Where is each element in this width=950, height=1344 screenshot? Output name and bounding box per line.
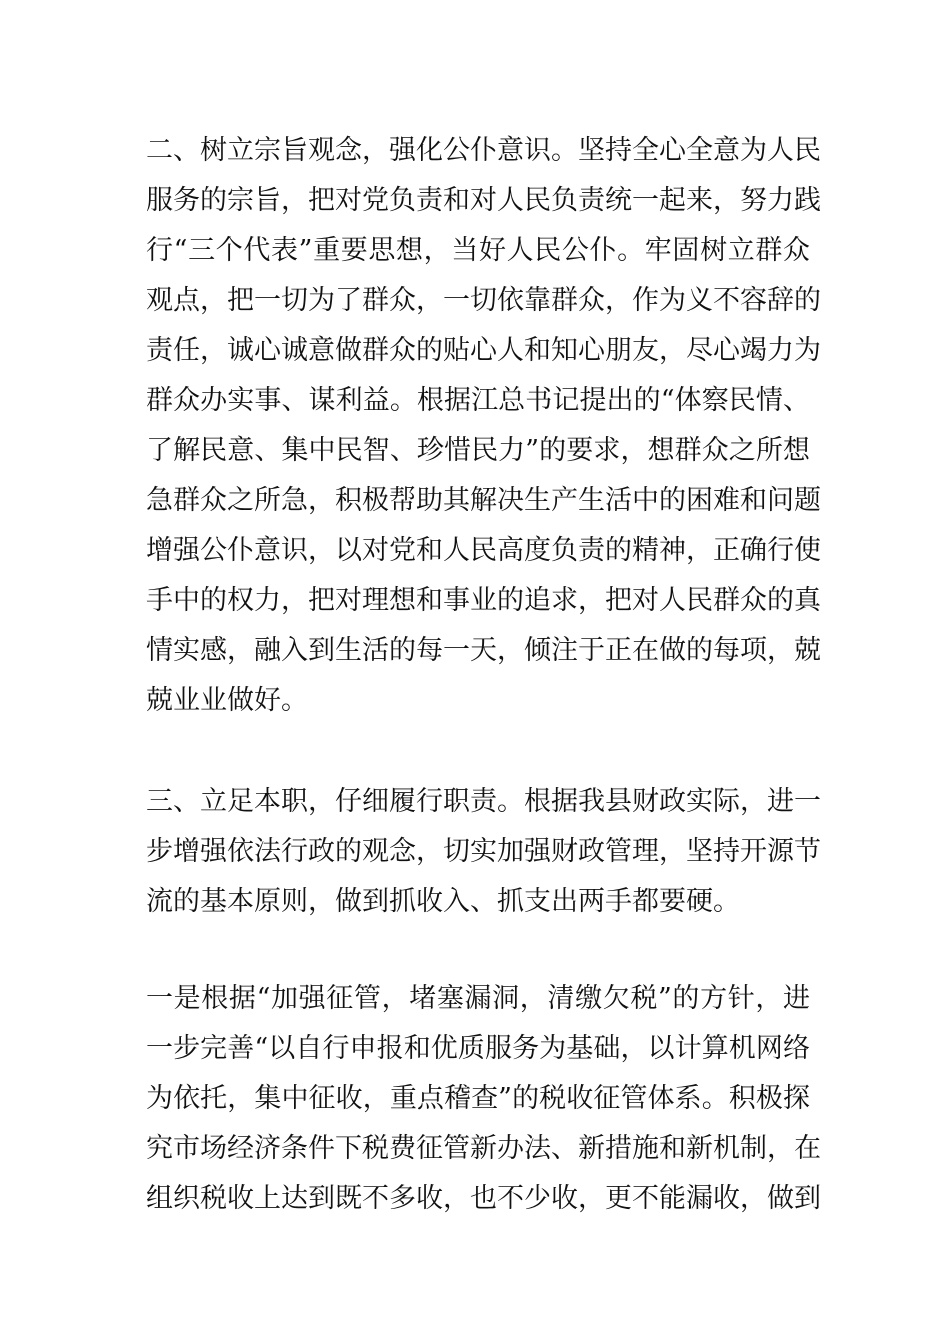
paragraph-line: 兢业业做好。 [146, 685, 308, 716]
paragraph-3 [146, 974, 821, 1224]
paragraph-1 [146, 126, 821, 726]
paragraph-line: 为依托，集中征收，重点稽查”的税收征管体系。积极探 [146, 1083, 810, 1114]
paragraph-line: 行“三个代表”重要思想，当好人民公仆。牢固树立群众 [146, 235, 810, 266]
paragraph-line: 三、立足本职，仔细履行职责。根据我县财政实际，进一 [146, 786, 821, 817]
paragraph-line: 群众办实事、谋利益。根据江总书记提出的“体察民情、 [146, 385, 810, 416]
paragraph-line: 急群众之所急，积极帮助其解决生产生活中的困难和问题 [146, 485, 821, 516]
paragraph-2 [146, 777, 821, 927]
paragraph-line: 手中的权力，把对理想和事业的追求，把对人民群众的真 [146, 585, 821, 616]
paragraph-line: 流的基本原则，做到抓收入、抓支出两手都要硬。 [146, 886, 740, 917]
paragraph-line: 组织税收上达到既不多收，也不少收，更不能漏收，做到 [146, 1183, 821, 1214]
paragraph-line: 二、树立宗旨观念，强化公仆意识。坚持全心全意为人民 [146, 135, 821, 166]
paragraph-line: 增强公仆意识，以对党和人民高度负责的精神，正确行使 [146, 535, 821, 566]
paragraph-line: 服务的宗旨，把对党负责和对人民负责统一起来，努力践 [146, 185, 821, 216]
paragraph-line: 观点，把一切为了群众，一切依靠群众，作为义不容辞的 [146, 285, 821, 316]
paragraph-line: 了解民意、集中民智、珍惜民力”的要求，想群众之所想 [146, 435, 810, 466]
paragraph-line: 责任，诚心诚意做群众的贴心人和知心朋友，尽心竭力为 [146, 335, 821, 366]
paragraph-line: 情实感，融入到生活的每一天，倾注于正在做的每项，兢 [146, 635, 821, 666]
paragraph-line: 一是根据“加强征管，堵塞漏洞，清缴欠税”的方针，进 [146, 983, 810, 1014]
paragraph-line: 一步完善“以自行申报和优质服务为基础，以计算机网络 [146, 1033, 810, 1064]
paragraph-line: 步增强依法行政的观念，切实加强财政管理，坚持开源节 [146, 836, 821, 867]
paragraph-line: 究市场经济条件下税费征管新办法、新措施和新机制，在 [146, 1133, 821, 1164]
